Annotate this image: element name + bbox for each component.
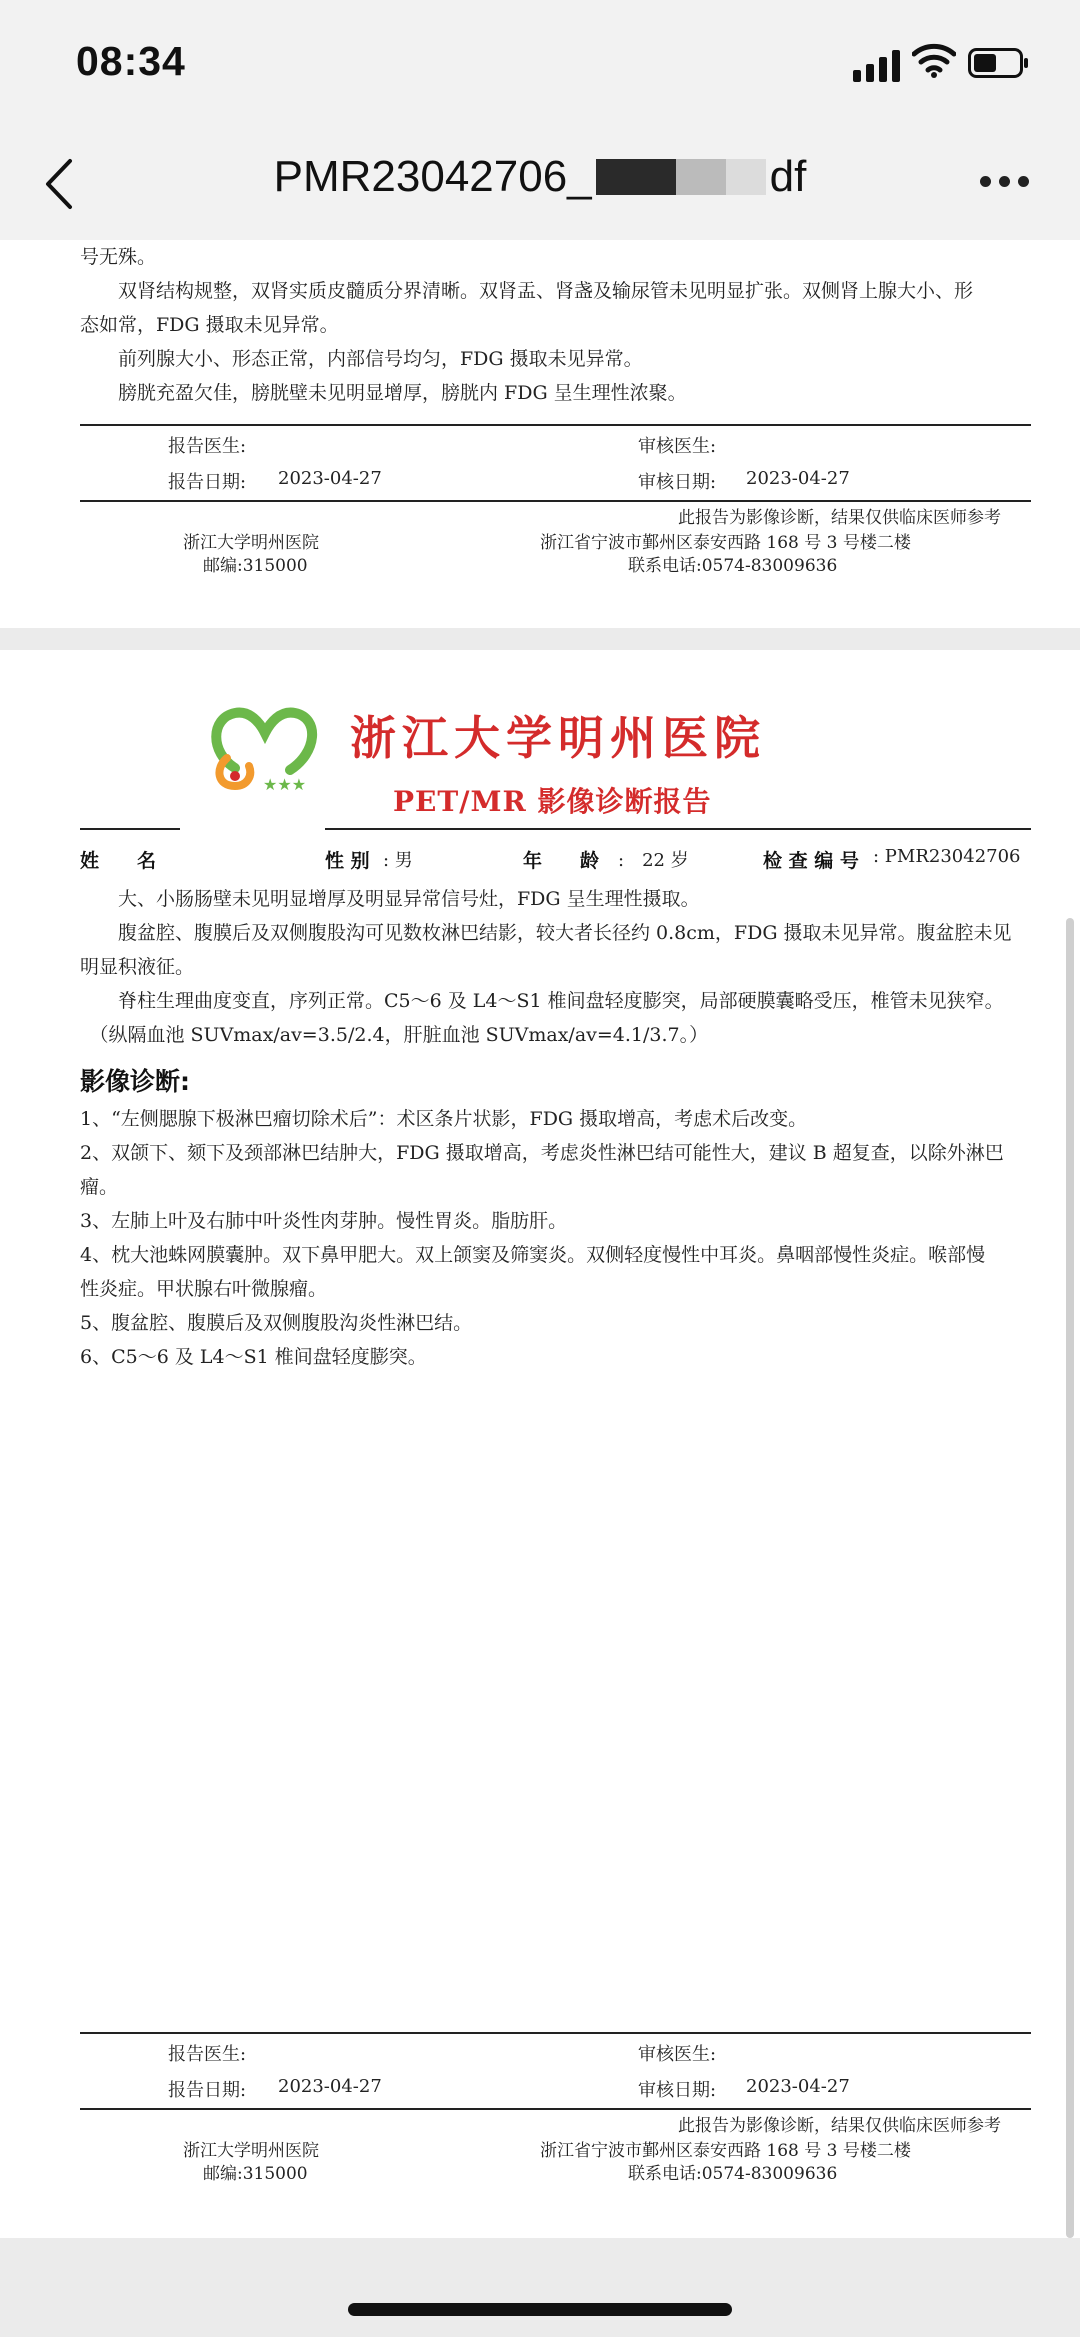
review-date-label: 审核日期: [638, 2080, 717, 2101]
diagnosis-line: 4、枕大池蛛网膜囊肿。双下鼻甲肥大。双上颌窦及筛窦炎。双侧轻度慢性中耳炎。鼻咽部慢性炎症。喉部慢 [80, 1244, 986, 1266]
age-value: : 22 岁 [618, 850, 689, 871]
diagnosis-line: 5、腹盆腔、腹膜后及双侧腹股沟炎性淋巴结。 [80, 1312, 473, 1334]
report-title: PET/MR 影像诊断报告 [393, 785, 712, 818]
report-doctor-label: 报告医生: [168, 2044, 247, 2065]
footer-address: 浙江省宁波市鄞州区泰安西路 168 号 3 号楼二楼 [540, 533, 911, 553]
diagnosis-line: 1、“左侧腮腺下极淋巴瘤切除术后”：术区条片状影，FDG 摄取增高，考虑术后改变。 [80, 1108, 808, 1130]
report-date: 2023-04-27 [278, 2076, 382, 2097]
review-date-label: 审核日期: [638, 472, 717, 493]
footer-phone: 联系电话:0574-83009636 [628, 556, 838, 576]
redaction-block [596, 159, 676, 195]
divider [325, 828, 1031, 830]
redaction-block [726, 159, 766, 195]
finding-line: （纵隔血池 SUVmax/av=3.5/2.4，肝脏血池 SUVmax/av=4.1/3.7。） [80, 1024, 709, 1046]
finding-line: 态如常，FDG 摄取未见异常。 [80, 314, 339, 336]
divider [80, 828, 180, 830]
status-bar [0, 0, 1080, 130]
report-date-label: 报告日期: [168, 472, 247, 493]
review-doctor-label: 审核医生: [638, 2044, 717, 2065]
document-title [0, 152, 1080, 202]
disclaimer: 此报告为影像诊断，结果仅供临床医师参考 [678, 508, 1001, 528]
review-date: 2023-04-27 [746, 2076, 850, 2097]
exam-no-value: : PMR23042706 [873, 846, 1021, 867]
status-time: 08:34 [76, 38, 186, 84]
footer-hospital-name: 浙江大学明州医院 [183, 2141, 319, 2161]
diagnosis-line: 2、双颌下、颏下及颈部淋巴结肿大，FDG 摄取增高，考虑炎性淋巴结可能性大，建议 B 超复查，以除外淋巴 [80, 1142, 1004, 1164]
finding-line: 前列腺大小、形态正常，内部信号均匀，FDG 摄取未见异常。 [80, 348, 643, 370]
scrollbar[interactable] [1066, 918, 1074, 2238]
diagnosis-line: 瘤。 [80, 1176, 119, 1198]
review-doctor-label: 审核医生: [638, 436, 717, 457]
report-date: 2023-04-27 [278, 468, 382, 489]
finding-line: 双肾结构规整，双肾实质皮髓质分界清晰。双肾盂、肾盏及输尿管未见明显扩张。双侧肾上腺大小、形 [80, 280, 974, 302]
finding-line: 膀胱充盈欠佳，膀胱壁未见明显增厚，膀胱内 FDG 呈生理性浓聚。 [80, 382, 687, 404]
more-horizontal-icon[interactable] [980, 176, 1030, 190]
diagnosis-line: 6、C5～6 及 L4～S1 椎间盘轻度膨突。 [80, 1346, 427, 1368]
divider [80, 500, 1031, 502]
footer-postcode: 邮编:315000 [203, 556, 308, 576]
diagnosis-title: 影像诊断: [80, 1067, 190, 1096]
wifi-icon [912, 42, 956, 78]
age-label: 年 龄 [523, 850, 600, 872]
finding-line: 大、小肠肠壁未见明显增厚及明显异常信号灶，FDG 呈生理性摄取。 [80, 888, 700, 910]
home-indicator[interactable] [348, 2303, 732, 2316]
footer-hospital-name: 浙江大学明州医院 [183, 533, 319, 553]
diagnosis-line: 3、左肺上叶及右肺中叶炎性肉芽肿。慢性胃炎。脂肪肝。 [80, 1210, 568, 1232]
divider [80, 2032, 1031, 2034]
exam-no-label: 检 查 编 号 [763, 850, 859, 872]
report-date-label: 报告日期: [168, 2080, 247, 2101]
cellular-signal-icon [853, 48, 901, 82]
diagnosis-line: 性炎症。甲状腺右叶微腺瘤。 [80, 1278, 328, 1300]
document-title-prefix: PMR23042706_ [273, 152, 592, 201]
disclaimer: 此报告为影像诊断，结果仅供临床医师参考 [678, 2116, 1001, 2136]
gender-value: : 男 [383, 850, 413, 871]
svg-text:★★★: ★★★ [263, 775, 307, 794]
pdf-page-previous[interactable] [0, 240, 1080, 628]
name-label: 姓 名 [80, 850, 157, 872]
pdf-page-current[interactable] [0, 650, 1080, 2238]
report-doctor-label: 报告医生: [168, 436, 247, 457]
hospital-logo [205, 698, 325, 798]
divider [80, 424, 1031, 426]
document-title-suffix: df [769, 152, 807, 201]
battery-icon [968, 48, 1030, 78]
divider [80, 2108, 1031, 2110]
finding-line: 明显积液征。 [80, 956, 195, 978]
footer-address: 浙江省宁波市鄞州区泰安西路 168 号 3 号楼二楼 [540, 2141, 911, 2161]
finding-line: 腹盆腔、腹膜后及双侧腹股沟可见数枚淋巴结影，较大者长径约 0.8cm，FDG 摄取未见异常。腹盆腔未见 [80, 922, 1012, 944]
finding-line: 号无殊。 [80, 246, 157, 268]
redaction-block [676, 159, 726, 195]
hospital-title: 浙江大学明州医院 [350, 711, 766, 765]
finding-line: 脊柱生理曲度变直，序列正常。C5～6 及 L4～S1 椎间盘轻度膨突，局部硬膜囊略受压，椎管未见狭窄。 [80, 990, 1004, 1012]
gender-label: 性 别 [325, 850, 370, 872]
footer-phone: 联系电话:0574-83009636 [628, 2164, 838, 2184]
footer-postcode: 邮编:315000 [203, 2164, 308, 2184]
review-date: 2023-04-27 [746, 468, 850, 489]
